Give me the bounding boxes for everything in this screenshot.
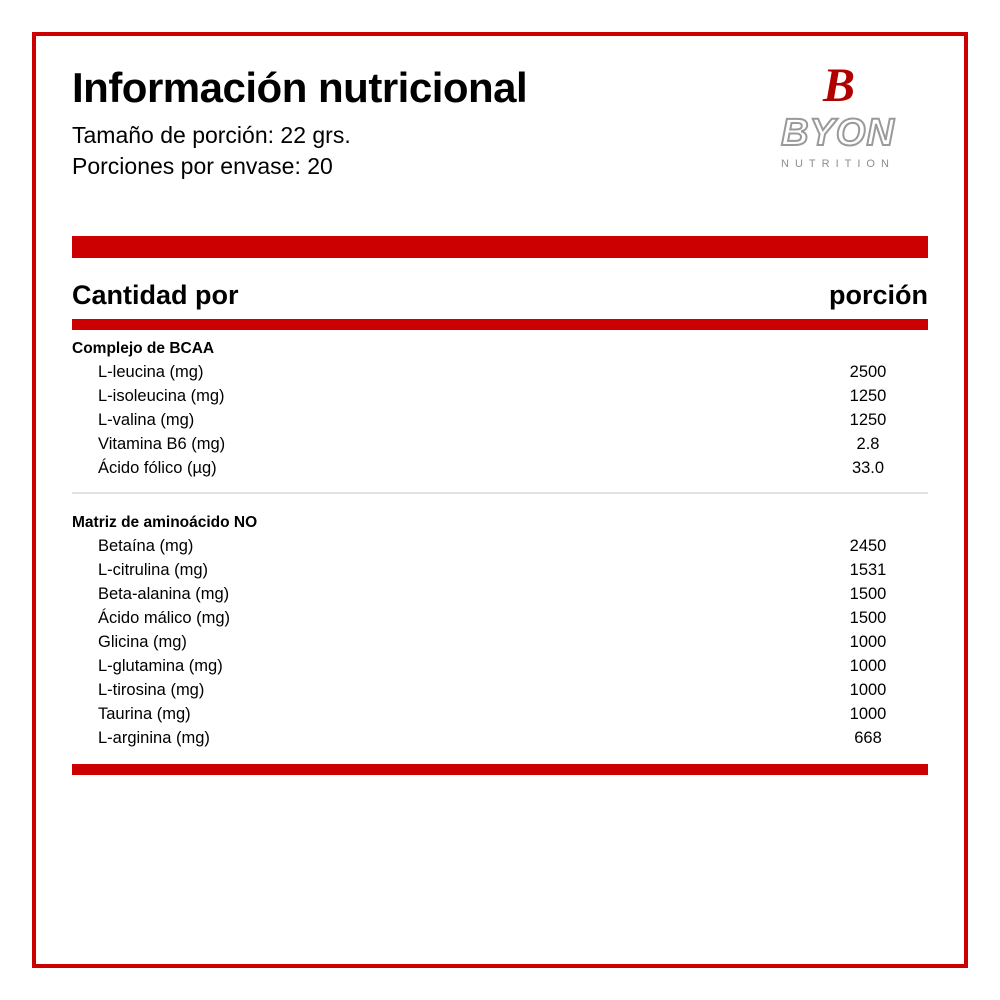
logo-tagline: NUTRITION <box>781 158 895 170</box>
nutrient-name: L-tirosina (mg) <box>98 681 205 700</box>
nutrient-value: 1000 <box>849 633 887 652</box>
divider-medium <box>72 319 928 330</box>
nutrient-value: 33.0 <box>851 459 885 478</box>
nutrient-group <box>72 330 928 480</box>
nutrient-row <box>72 702 928 726</box>
nutrient-name: Ácido málico (mg) <box>98 609 231 628</box>
nutrient-value: 668 <box>854 729 882 748</box>
nutrition-label-panel <box>32 32 968 968</box>
nutrient-value: 1000 <box>849 705 887 724</box>
nutrient-value: 1531 <box>849 561 887 580</box>
amount-header-left: Cantidad por <box>72 280 239 311</box>
nutrient-name: L-glutamina (mg) <box>98 657 223 676</box>
nutrient-row <box>72 582 928 606</box>
serving-info <box>72 120 928 182</box>
nutrient-name: Taurina (mg) <box>98 705 191 724</box>
nutrient-value: 2450 <box>849 537 887 556</box>
nutrient-row <box>72 534 928 558</box>
amount-header-row <box>72 258 928 319</box>
nutrient-name: L-isoleucina (mg) <box>98 387 225 406</box>
nutrient-value: 1250 <box>849 411 887 430</box>
nutrient-name: L-citrulina (mg) <box>98 561 209 580</box>
nutrient-row <box>72 630 928 654</box>
nutrient-value: 1000 <box>849 657 887 676</box>
nutrient-name: L-leucina (mg) <box>98 363 204 382</box>
nutrient-name: Glicina (mg) <box>98 633 187 652</box>
nutrient-group <box>72 504 928 750</box>
nutrient-name: Beta-alanina (mg) <box>98 585 230 604</box>
amount-header-right: porción <box>829 280 928 311</box>
nutrient-name: L-valina (mg) <box>98 411 195 430</box>
nutrient-row <box>72 558 928 582</box>
nutrient-row <box>72 456 928 480</box>
divider-light <box>72 492 928 494</box>
nutrient-value: 2500 <box>849 363 887 382</box>
nutrient-row <box>72 432 928 456</box>
nutrient-group-title: Complejo de BCAA <box>72 340 215 358</box>
nutrient-row <box>72 384 928 408</box>
nutrient-value: 2.8 <box>856 435 880 454</box>
nutrient-row <box>72 726 928 750</box>
nutrient-row <box>72 360 928 384</box>
nutrient-row <box>72 678 928 702</box>
nutrient-value: 1500 <box>849 585 887 604</box>
label-content <box>72 59 928 775</box>
divider-bottom <box>72 764 928 775</box>
logo-mark-icon: B <box>822 59 853 112</box>
nutrient-name: Ácido fólico (µg) <box>98 459 217 478</box>
nutrient-row <box>72 606 928 630</box>
serving-size-text: Tamaño de porción: 22 grs. <box>72 122 351 149</box>
nutrient-row <box>72 654 928 678</box>
nutrient-name: Vitamina B6 (mg) <box>98 435 226 454</box>
nutrient-value: 1250 <box>849 387 887 406</box>
page-title: Información nutricional <box>72 64 528 111</box>
nutrient-name: L-arginina (mg) <box>98 729 210 748</box>
nutrient-value: 1000 <box>849 681 887 700</box>
nutrient-row <box>72 408 928 432</box>
nutrient-value: 1500 <box>849 609 887 628</box>
servings-per-container-text: Porciones por envase: 20 <box>72 153 333 180</box>
divider-thick-top <box>72 236 928 258</box>
nutrient-name: Betaína (mg) <box>98 537 194 556</box>
logo-wordmark: BYON <box>781 112 895 154</box>
nutrient-group-title: Matriz de aminoácido NO <box>72 514 258 532</box>
